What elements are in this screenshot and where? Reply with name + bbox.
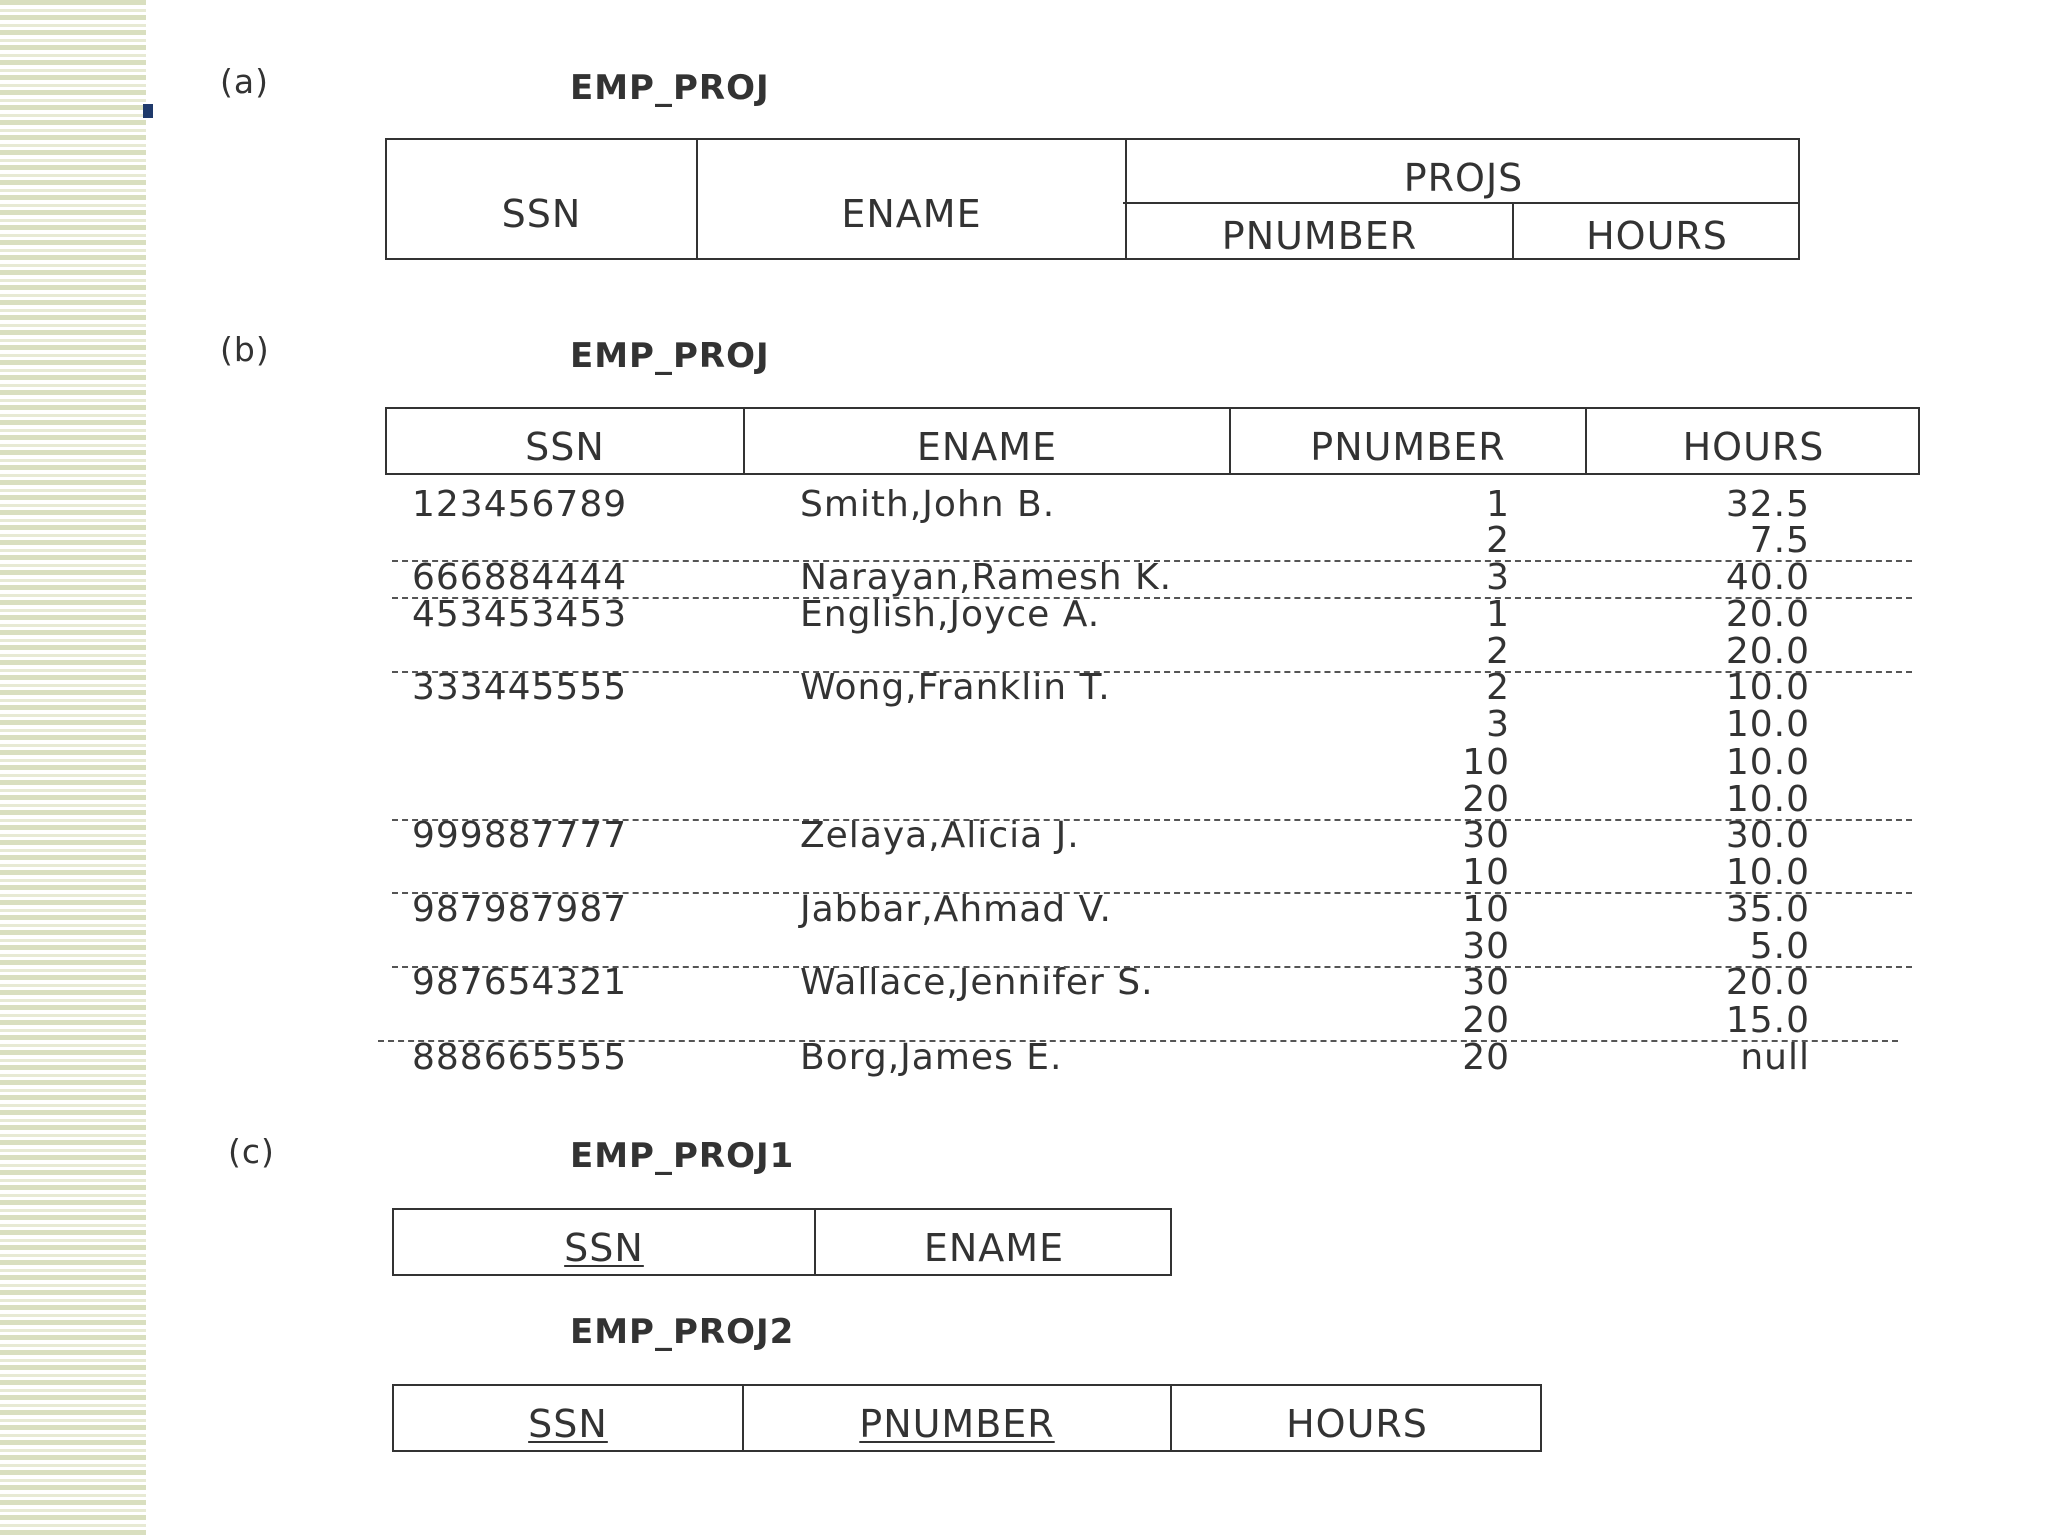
row-ename: Jabbar,Ahmad V. xyxy=(800,889,1112,930)
row-ename: Narayan,Ramesh K. xyxy=(800,557,1173,598)
row-ssn: 453453453 xyxy=(412,594,628,635)
part-b-title: EMP_PROJ xyxy=(570,336,770,376)
row-ssn: 987654321 xyxy=(412,962,628,1003)
emp-proj2-table xyxy=(392,1384,1542,1452)
part-b-header-pnumber: PNUMBER xyxy=(1310,425,1506,469)
row-hours: 10.0 xyxy=(1725,704,1810,745)
emp-proj1-header-ename: ENAME xyxy=(923,1226,1065,1270)
row-hours: 10.0 xyxy=(1725,779,1810,820)
row-pnumber: 3 xyxy=(1486,704,1510,745)
row-hours: 32.5 xyxy=(1725,484,1810,525)
part-a-schema-table xyxy=(385,138,1800,260)
row-hours: 7.5 xyxy=(1749,520,1810,561)
part-a-header-hours: HOURS xyxy=(1586,214,1728,258)
part-a-header-ename: ENAME xyxy=(841,192,982,236)
row-pnumber: 3 xyxy=(1486,557,1510,598)
emp-proj2-header-ssn: SSN xyxy=(528,1402,608,1446)
row-pnumber: 20 xyxy=(1462,1037,1510,1078)
row-hours: 10.0 xyxy=(1725,852,1810,893)
row-ename: Zelaya,Alicia J. xyxy=(800,815,1080,856)
decorative-stripes xyxy=(0,0,146,1536)
row-ename: Wong,Franklin T. xyxy=(800,667,1111,708)
row-hours: 20.0 xyxy=(1725,962,1810,1003)
row-separator xyxy=(392,560,1912,562)
row-separator xyxy=(392,597,1912,599)
row-pnumber: 2 xyxy=(1486,631,1510,672)
row-pnumber: 2 xyxy=(1486,667,1510,708)
row-separator xyxy=(392,671,1912,673)
part-a-header-ssn: SSN xyxy=(501,192,582,236)
row-separator xyxy=(392,819,1912,821)
part-b-label: (b) xyxy=(220,330,270,369)
row-ename: Wallace,Jennifer S. xyxy=(800,962,1154,1003)
row-ssn: 888665555 xyxy=(412,1037,628,1078)
row-hours: 15.0 xyxy=(1725,1000,1810,1041)
row-hours: 5.0 xyxy=(1749,926,1810,967)
part-a-header-projs: PROJS xyxy=(1403,156,1524,200)
row-hours: 10.0 xyxy=(1725,742,1810,783)
row-hours: null xyxy=(1740,1037,1810,1078)
row-pnumber: 10 xyxy=(1462,742,1510,783)
row-hours: 20.0 xyxy=(1725,594,1810,635)
row-pnumber: 30 xyxy=(1462,926,1510,967)
row-pnumber: 1 xyxy=(1486,484,1510,525)
row-ssn: 123456789 xyxy=(412,484,628,525)
emp-proj1-table xyxy=(392,1208,1172,1276)
row-hours: 40.0 xyxy=(1725,557,1810,598)
row-ssn: 999887777 xyxy=(412,815,628,856)
row-pnumber: 10 xyxy=(1462,852,1510,893)
part-b-header-ename: ENAME xyxy=(916,425,1058,469)
emp-proj1-header-ssn: SSN xyxy=(564,1226,644,1270)
row-pnumber: 30 xyxy=(1462,962,1510,1003)
row-separator xyxy=(378,1040,1898,1042)
bullet-marker xyxy=(143,104,153,118)
emp-proj2-header-pnumber: PNUMBER xyxy=(859,1402,1055,1446)
row-ssn: 666884444 xyxy=(412,557,628,598)
row-ename: Borg,James E. xyxy=(800,1037,1063,1078)
row-pnumber: 20 xyxy=(1462,1000,1510,1041)
part-c-title2: EMP_PROJ2 xyxy=(570,1312,795,1352)
row-ename: Smith,John B. xyxy=(800,484,1056,525)
row-hours: 35.0 xyxy=(1725,889,1810,930)
part-a-title: EMP_PROJ xyxy=(570,68,770,108)
row-pnumber: 20 xyxy=(1462,779,1510,820)
part-c-title1: EMP_PROJ1 xyxy=(570,1136,795,1176)
emp-proj2-header-hours: HOURS xyxy=(1286,1402,1428,1446)
row-separator xyxy=(392,892,1912,894)
part-b-header-ssn: SSN xyxy=(525,425,605,469)
row-pnumber: 2 xyxy=(1486,520,1510,561)
row-ename: English,Joyce A. xyxy=(800,594,1101,635)
row-ssn: 333445555 xyxy=(412,667,628,708)
part-a-label: (a) xyxy=(220,62,269,101)
part-a-header-pnumber: PNUMBER xyxy=(1221,214,1418,258)
row-separator xyxy=(392,966,1912,968)
row-hours: 30.0 xyxy=(1725,815,1810,856)
part-b-header-row xyxy=(385,407,1920,475)
row-pnumber: 30 xyxy=(1462,815,1510,856)
row-hours: 20.0 xyxy=(1725,631,1810,672)
part-c-label: (c) xyxy=(228,1132,275,1171)
row-pnumber: 10 xyxy=(1462,889,1510,930)
part-b-header-hours: HOURS xyxy=(1682,425,1825,469)
row-hours: 10.0 xyxy=(1725,667,1810,708)
row-pnumber: 1 xyxy=(1486,594,1510,635)
row-ssn: 987987987 xyxy=(412,889,628,930)
